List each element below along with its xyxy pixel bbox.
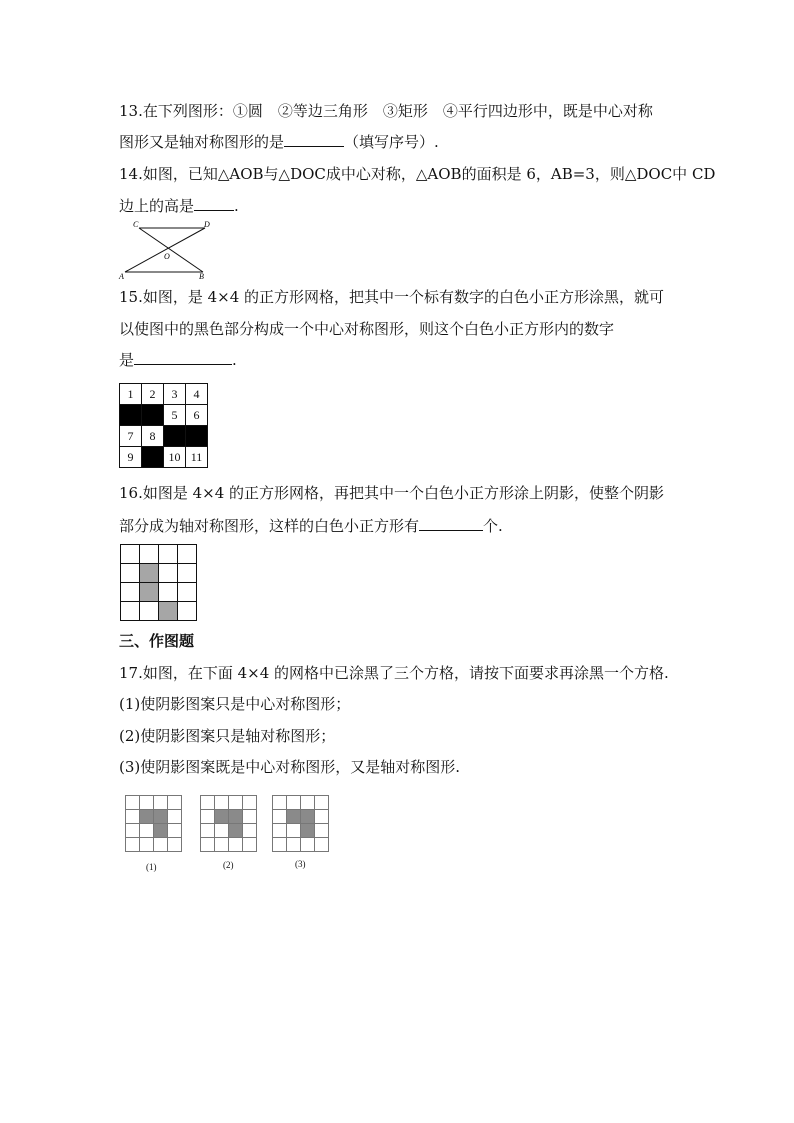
grid-cell-shaded xyxy=(140,583,159,602)
grid-cell xyxy=(121,545,140,564)
grid-cell[interactable] xyxy=(301,838,315,852)
grid-cell[interactable] xyxy=(273,838,287,852)
grid-cell[interactable] xyxy=(287,824,301,838)
grid-cell-2: 2 xyxy=(142,384,164,405)
grid-cell[interactable] xyxy=(168,796,182,810)
grid-cell[interactable] xyxy=(273,810,287,824)
grid-cell-8: 8 xyxy=(142,426,164,447)
q14-line2: 边上的高是 . xyxy=(119,197,239,215)
q14-triangle-figure xyxy=(117,218,217,280)
grid-cell-shaded xyxy=(229,810,243,824)
grid-cell[interactable] xyxy=(140,824,154,838)
grid-cell[interactable] xyxy=(201,810,215,824)
grid-cell-11: 11 xyxy=(186,447,208,468)
grid-cell-black xyxy=(142,405,164,426)
grid-cell-black xyxy=(186,426,208,447)
grid-cell xyxy=(178,583,197,602)
grid-cell xyxy=(178,602,197,621)
q17-grid-2[interactable] xyxy=(200,795,257,852)
q14-answer-blank[interactable] xyxy=(194,196,234,211)
q17-grid-1[interactable] xyxy=(125,795,182,852)
label-b: B xyxy=(199,272,204,280)
grid-cell-shaded xyxy=(215,810,229,824)
q16-line1: 16.如图是 4×4 的正方形网格，再把其中一个白色小正方形涂上阴影，使整个阴影 xyxy=(119,484,665,502)
grid-cell[interactable] xyxy=(126,824,140,838)
q15-line3: 是 . xyxy=(119,351,237,369)
grid-cell[interactable] xyxy=(315,824,329,838)
grid-cell[interactable] xyxy=(168,824,182,838)
grid-cell-shaded xyxy=(287,810,301,824)
grid-cell[interactable] xyxy=(154,838,168,852)
grid-cell[interactable] xyxy=(229,796,243,810)
q17-fig-label-2: (2) xyxy=(223,860,234,870)
grid-cell-3: 3 xyxy=(164,384,186,405)
label-a: A xyxy=(119,272,124,280)
q13-line1: 13.在下列图形：①圆 ②等边三角形 ③矩形 ④平行四边形中，既是中心对称 xyxy=(119,102,653,120)
grid-cell xyxy=(140,545,159,564)
grid-cell-black xyxy=(142,447,164,468)
grid-cell[interactable] xyxy=(287,838,301,852)
label-c: C xyxy=(133,220,139,229)
grid-cell xyxy=(159,583,178,602)
q17-item3: (3)使阴影图案既是中心对称图形，又是轴对称图形. xyxy=(119,758,461,776)
grid-cell[interactable] xyxy=(201,796,215,810)
q16-answer-blank[interactable] xyxy=(419,516,483,531)
grid-cell-shaded xyxy=(159,602,178,621)
grid-cell xyxy=(140,602,159,621)
grid-cell[interactable] xyxy=(140,838,154,852)
grid-cell[interactable] xyxy=(140,796,154,810)
q16-shaded-grid xyxy=(120,544,197,621)
grid-cell-shaded xyxy=(301,824,315,838)
grid-cell[interactable] xyxy=(243,838,257,852)
grid-cell[interactable] xyxy=(273,796,287,810)
q17-item2: (2)使阴影图案只是轴对称图形； xyxy=(119,727,336,745)
grid-cell xyxy=(178,545,197,564)
grid-cell[interactable] xyxy=(315,838,329,852)
grid-cell xyxy=(121,602,140,621)
grid-cell[interactable] xyxy=(315,810,329,824)
grid-cell-shaded xyxy=(140,810,154,824)
grid-cell-6: 6 xyxy=(186,405,208,426)
grid-cell xyxy=(159,564,178,583)
grid-cell[interactable] xyxy=(287,796,301,810)
grid-cell-shaded xyxy=(154,824,168,838)
grid-cell[interactable] xyxy=(301,796,315,810)
grid-cell[interactable] xyxy=(243,810,257,824)
grid-cell[interactable] xyxy=(201,824,215,838)
label-d: D xyxy=(204,220,210,229)
grid-cell-shaded xyxy=(154,810,168,824)
q14-line1: 14.如图，已知△AOB与△DOC成中心对称，△AOB的面积是 6，AB=3，则△DOC中 CD xyxy=(119,165,716,183)
grid-cell[interactable] xyxy=(126,810,140,824)
grid-cell[interactable] xyxy=(243,796,257,810)
grid-cell[interactable] xyxy=(273,824,287,838)
grid-cell[interactable] xyxy=(229,838,243,852)
grid-cell[interactable] xyxy=(154,796,168,810)
grid-cell xyxy=(121,564,140,583)
grid-cell[interactable] xyxy=(168,810,182,824)
grid-cell[interactable] xyxy=(126,796,140,810)
q13-answer-blank[interactable] xyxy=(284,132,344,147)
grid-cell xyxy=(121,583,140,602)
q17-fig-label-1: (1) xyxy=(146,862,157,872)
grid-cell[interactable] xyxy=(168,838,182,852)
q17-fig-label-3: (3) xyxy=(295,859,306,869)
q17-line1: 17.如图，在下面 4×4 的网格中已涂黑了三个方格，请按下面要求再涂黑一个方格. xyxy=(119,664,669,682)
grid-cell[interactable] xyxy=(201,838,215,852)
grid-cell-black xyxy=(120,405,142,426)
grid-cell[interactable] xyxy=(126,838,140,852)
grid-cell-10: 10 xyxy=(164,447,186,468)
label-o: O xyxy=(164,252,170,261)
grid-cell-1: 1 xyxy=(120,384,142,405)
grid-cell xyxy=(178,564,197,583)
grid-cell[interactable] xyxy=(215,824,229,838)
grid-cell-7: 7 xyxy=(120,426,142,447)
grid-cell[interactable] xyxy=(215,796,229,810)
grid-cell[interactable] xyxy=(243,824,257,838)
grid-cell-shaded xyxy=(229,824,243,838)
grid-cell xyxy=(159,545,178,564)
q15-line1: 15.如图，是 4×4 的正方形网格，把其中一个标有数字的白色小正方形涂黑，就可 xyxy=(119,288,665,306)
section-heading: 三、作图题 xyxy=(119,632,195,650)
q15-line2: 以使图中的黑色部分构成一个中心对称图形，则这个白色小正方形内的数字 xyxy=(119,320,615,338)
q17-item1: (1)使阴影图案只是中心对称图形； xyxy=(119,695,351,713)
grid-cell-shaded xyxy=(301,810,315,824)
grid-cell-9: 9 xyxy=(120,447,142,468)
q17-grid-3[interactable] xyxy=(272,795,329,852)
q13-line2: 图形又是轴对称图形的是 （填写序号）. xyxy=(119,133,439,151)
grid-cell-4: 4 xyxy=(186,384,208,405)
q16-line2: 部分成为轴对称图形，这样的白色小正方形有 个. xyxy=(119,517,503,535)
q15-number-grid xyxy=(119,383,208,468)
grid-cell[interactable] xyxy=(315,796,329,810)
grid-cell-shaded xyxy=(140,564,159,583)
q15-answer-blank[interactable] xyxy=(134,350,232,365)
grid-cell[interactable] xyxy=(215,838,229,852)
grid-cell-5: 5 xyxy=(164,405,186,426)
grid-cell-black xyxy=(164,426,186,447)
